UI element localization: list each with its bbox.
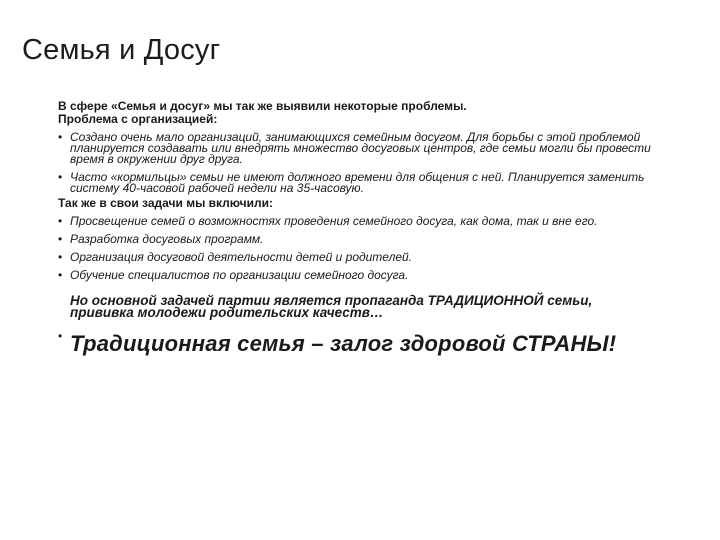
tasks-heading: Так же в свои задачи мы включили:	[58, 196, 273, 210]
task-text: Организация досуговой деятельности детей и родителей.	[70, 250, 413, 264]
task-text: Разработка досуговых программ.	[70, 232, 264, 246]
task-list	[58, 216, 658, 281]
main-task-text: Но основной задачей партии является пропаганда ТРАДИЦИОННОЙ семьи, прививка молодежи родительских качеств…	[70, 293, 593, 320]
bullet-icon: •	[58, 268, 63, 282]
problem-heading: Проблема с организацией:	[58, 112, 218, 126]
problem-text: Часто «кормильцы» семьи не имеют должного времени для общения с ней. Планируется заменить систему 40-часовой рабочей недели на 35-часовую.	[70, 170, 645, 195]
problem-list	[58, 132, 658, 194]
slide-title: Семья и Досуг	[22, 34, 221, 66]
list-item	[58, 132, 658, 165]
list-item	[58, 172, 658, 194]
list-item	[58, 216, 658, 227]
bullet-icon: •	[58, 170, 63, 184]
bullet-icon: •	[58, 130, 63, 144]
intro-line: В сфере «Семья и досуг» мы так же выявили некоторые проблемы.	[58, 99, 467, 113]
problem-text: Создано очень мало организаций, занимающихся семейным досугом. Для борьбы с этой проблемой планируется создавать или внедрять множество досуговых центров, где семьи могли бы провести время в окружении друг друга.	[70, 130, 651, 166]
closing-block	[58, 295, 658, 356]
list-item	[58, 270, 658, 281]
bullet-icon: •	[58, 214, 63, 228]
slogan: Традиционная семья – залог здоровой СТРАНЫ!	[70, 331, 617, 356]
list-item	[58, 252, 658, 263]
slide-body	[58, 100, 658, 356]
bullet-icon: •	[58, 232, 63, 246]
task-text: Обучение специалистов по организации семейного досуга.	[70, 268, 409, 282]
list-item	[58, 234, 658, 245]
bullet-icon: •	[58, 329, 63, 343]
task-text: Просвещение семей о возможностях проведения семейного досуга, как дома, так и вне его.	[70, 214, 598, 228]
bullet-icon: •	[58, 250, 63, 264]
